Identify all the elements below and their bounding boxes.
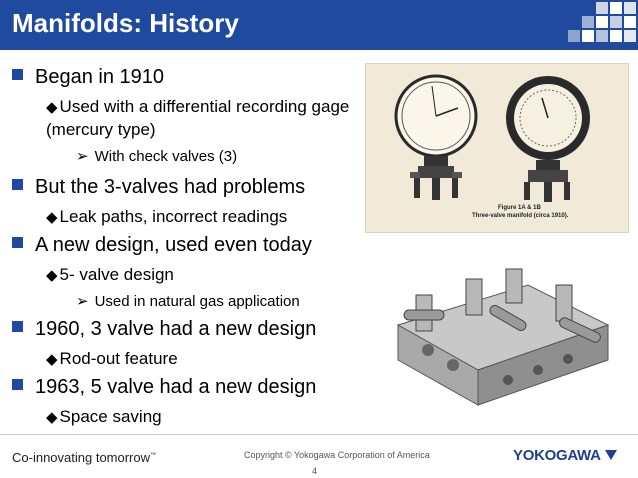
square-bullet-icon [12,69,23,80]
list-item: Began in 1910 [12,66,164,89]
square-bullet-icon [12,379,23,390]
yokogawa-logo: YOKOGAWA [513,447,617,464]
list-item: ◆ Rod-out feature [46,349,178,368]
slide-title: Manifolds: History [12,8,239,38]
list-item: 1960, 3 valve had a new design [12,318,316,341]
arrow-bullet-icon: ➢ [76,293,89,310]
list-item: ◆ Used with a differential recording gage (mercury type) [46,97,350,139]
list-item: ➢ With check valves (3) [76,148,238,165]
figure-caption-2: Three-valve manifold (circa 1910). [472,213,569,219]
square-bullet-icon [12,237,23,248]
list-item: A new design, used even today [12,234,312,257]
list-item: ➢ Used in natural gas application [76,293,300,310]
square-bullet-icon [12,179,23,190]
gauge-illustration [366,64,628,232]
list-item: But the 3-valves had problems [12,176,305,199]
list-item: ◆ Leak paths, incorrect readings [46,207,288,226]
list-item: ◆ Space saving [46,407,162,426]
diamond-bullet-icon: ◆ [46,209,58,226]
list-item: 1963, 5 valve had a new design [12,376,316,399]
footer-divider [0,434,638,435]
five-valve-manifold-image [378,255,628,430]
diamond-bullet-icon: ◆ [46,99,58,116]
footer-tagline: Co-innovating tomorrow™ [12,450,157,465]
page-number: 4 [312,466,318,476]
arrow-bullet-icon: ➢ [76,148,89,165]
footer-copyright: Copyright © Yokogawa Corporation of America [244,450,430,460]
title-bar [0,0,638,50]
figure-caption-1: Figure 1A & 1B [498,205,541,211]
diamond-bullet-icon: ◆ [46,409,58,426]
list-item: ◆ 5- valve design [46,265,174,284]
decorative-tiles [538,0,638,50]
manifold-illustration [378,255,628,430]
diamond-bullet-icon: ◆ [46,351,58,368]
diamond-bullet-icon: ◆ [46,267,58,284]
historical-gauge-figure [365,63,629,233]
logo-triangle-icon [605,450,617,460]
square-bullet-icon [12,321,23,332]
